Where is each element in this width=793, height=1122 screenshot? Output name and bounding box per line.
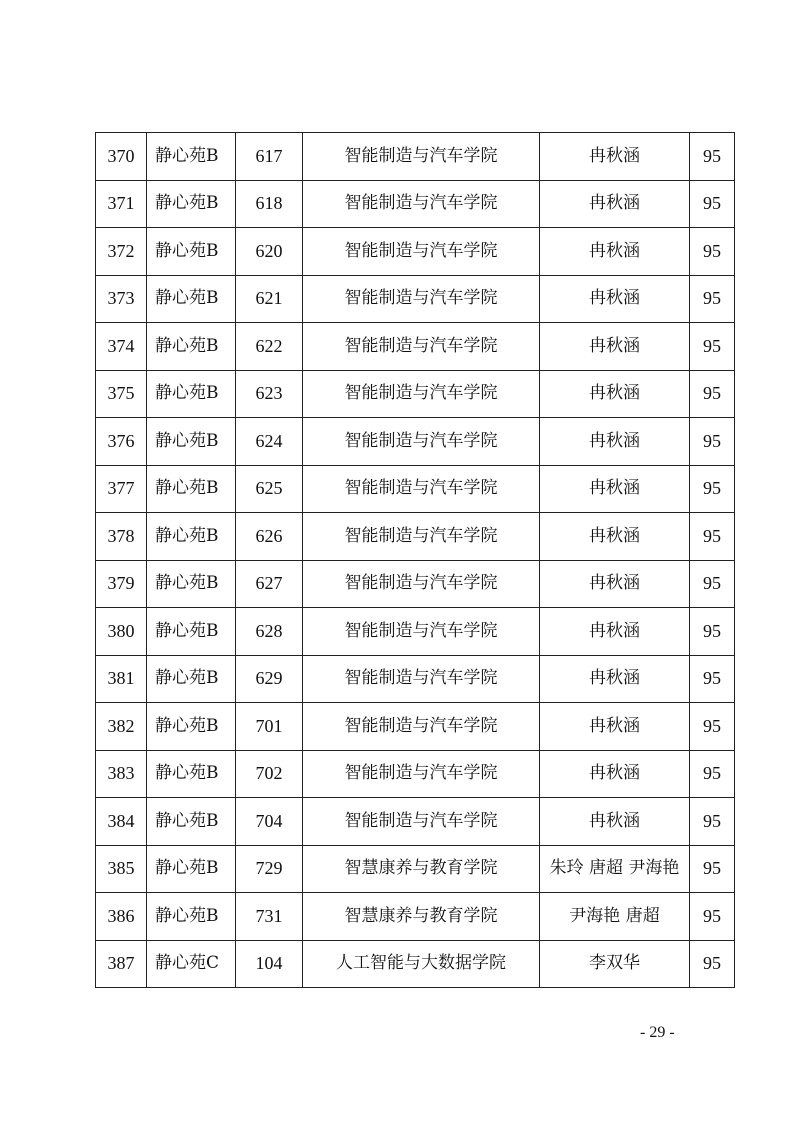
cell-number: 387 xyxy=(96,940,147,988)
cell-building: 静心苑B xyxy=(147,703,236,751)
cell-building: 静心苑B xyxy=(147,608,236,656)
cell-score: 95 xyxy=(690,703,735,751)
cell-number: 381 xyxy=(96,655,147,703)
cell-building: 静心苑C xyxy=(147,940,236,988)
cell-college: 智能制造与汽车学院 xyxy=(303,465,540,513)
cell-number: 382 xyxy=(96,703,147,751)
cell-building: 静心苑B xyxy=(147,465,236,513)
cell-room: 623 xyxy=(236,370,303,418)
cell-room: 701 xyxy=(236,703,303,751)
cell-number: 374 xyxy=(96,323,147,371)
page-number: - 29 - xyxy=(640,1024,675,1041)
cell-score: 95 xyxy=(690,275,735,323)
cell-room: 628 xyxy=(236,608,303,656)
cell-college: 智能制造与汽车学院 xyxy=(303,655,540,703)
cell-building: 静心苑B xyxy=(147,798,236,846)
table-row xyxy=(96,608,735,656)
cell-number: 372 xyxy=(96,228,147,276)
cell-college: 人工智能与大数据学院 xyxy=(303,940,540,988)
cell-score: 95 xyxy=(690,133,735,181)
cell-building: 静心苑B xyxy=(147,370,236,418)
cell-room: 618 xyxy=(236,180,303,228)
cell-room: 621 xyxy=(236,275,303,323)
cell-counselor: 冉秋涵 xyxy=(540,370,690,418)
cell-college: 智能制造与汽车学院 xyxy=(303,323,540,371)
table-row xyxy=(96,370,735,418)
cell-score: 95 xyxy=(690,180,735,228)
cell-college: 智能制造与汽车学院 xyxy=(303,750,540,798)
cell-number: 376 xyxy=(96,418,147,466)
cell-score: 95 xyxy=(690,845,735,893)
table-row xyxy=(96,133,735,181)
cell-room: 702 xyxy=(236,750,303,798)
cell-number: 371 xyxy=(96,180,147,228)
cell-score: 95 xyxy=(690,798,735,846)
cell-counselor: 冉秋涵 xyxy=(540,750,690,798)
cell-counselor: 冉秋涵 xyxy=(540,133,690,181)
cell-building: 静心苑B xyxy=(147,513,236,561)
cell-score: 95 xyxy=(690,608,735,656)
cell-number: 386 xyxy=(96,893,147,941)
cell-number: 375 xyxy=(96,370,147,418)
cell-counselor: 冉秋涵 xyxy=(540,418,690,466)
cell-number: 370 xyxy=(96,133,147,181)
cell-room: 626 xyxy=(236,513,303,561)
table-row xyxy=(96,750,735,798)
cell-score: 95 xyxy=(690,940,735,988)
cell-score: 95 xyxy=(690,750,735,798)
cell-college: 智能制造与汽车学院 xyxy=(303,370,540,418)
cell-counselor: 冉秋涵 xyxy=(540,180,690,228)
cell-college: 智慧康养与教育学院 xyxy=(303,893,540,941)
cell-counselor: 冉秋涵 xyxy=(540,323,690,371)
dormitory-score-table xyxy=(95,132,735,988)
cell-room: 627 xyxy=(236,560,303,608)
cell-building: 静心苑B xyxy=(147,180,236,228)
cell-college: 智能制造与汽车学院 xyxy=(303,608,540,656)
cell-room: 104 xyxy=(236,940,303,988)
table-row xyxy=(96,560,735,608)
table-row xyxy=(96,228,735,276)
cell-counselor: 冉秋涵 xyxy=(540,560,690,608)
cell-college: 智能制造与汽车学院 xyxy=(303,418,540,466)
cell-score: 95 xyxy=(690,893,735,941)
cell-counselor: 冉秋涵 xyxy=(540,798,690,846)
cell-counselor: 冉秋涵 xyxy=(540,655,690,703)
cell-college: 智能制造与汽车学院 xyxy=(303,560,540,608)
cell-room: 624 xyxy=(236,418,303,466)
cell-building: 静心苑B xyxy=(147,750,236,798)
cell-counselor: 冉秋涵 xyxy=(540,228,690,276)
cell-room: 704 xyxy=(236,798,303,846)
cell-number: 384 xyxy=(96,798,147,846)
cell-room: 629 xyxy=(236,655,303,703)
cell-number: 373 xyxy=(96,275,147,323)
cell-college: 智能制造与汽车学院 xyxy=(303,703,540,751)
table-row xyxy=(96,465,735,513)
cell-college: 智能制造与汽车学院 xyxy=(303,275,540,323)
table-row xyxy=(96,703,735,751)
cell-building: 静心苑B xyxy=(147,323,236,371)
table-row xyxy=(96,180,735,228)
cell-college: 智慧康养与教育学院 xyxy=(303,845,540,893)
cell-counselor: 冉秋涵 xyxy=(540,703,690,751)
cell-building: 静心苑B xyxy=(147,893,236,941)
cell-building: 静心苑B xyxy=(147,133,236,181)
table-row xyxy=(96,275,735,323)
cell-number: 380 xyxy=(96,608,147,656)
cell-counselor: 冉秋涵 xyxy=(540,608,690,656)
table-row xyxy=(96,513,735,561)
cell-score: 95 xyxy=(690,228,735,276)
cell-building: 静心苑B xyxy=(147,845,236,893)
table-row xyxy=(96,940,735,988)
cell-score: 95 xyxy=(690,370,735,418)
cell-score: 95 xyxy=(690,560,735,608)
cell-college: 智能制造与汽车学院 xyxy=(303,513,540,561)
cell-counselor: 李双华 xyxy=(540,940,690,988)
cell-building: 静心苑B xyxy=(147,418,236,466)
cell-building: 静心苑B xyxy=(147,275,236,323)
cell-college: 智能制造与汽车学院 xyxy=(303,228,540,276)
cell-number: 385 xyxy=(96,845,147,893)
cell-building: 静心苑B xyxy=(147,228,236,276)
cell-number: 378 xyxy=(96,513,147,561)
cell-number: 377 xyxy=(96,465,147,513)
cell-number: 383 xyxy=(96,750,147,798)
cell-score: 95 xyxy=(690,513,735,561)
table-row xyxy=(96,418,735,466)
table-row xyxy=(96,798,735,846)
cell-room: 622 xyxy=(236,323,303,371)
cell-counselor: 冉秋涵 xyxy=(540,513,690,561)
cell-room: 729 xyxy=(236,845,303,893)
cell-score: 95 xyxy=(690,465,735,513)
cell-building: 静心苑B xyxy=(147,655,236,703)
table-row xyxy=(96,655,735,703)
cell-college: 智能制造与汽车学院 xyxy=(303,133,540,181)
table-row xyxy=(96,893,735,941)
cell-room: 617 xyxy=(236,133,303,181)
table-row xyxy=(96,323,735,371)
cell-room: 620 xyxy=(236,228,303,276)
table-body xyxy=(96,133,735,988)
cell-number: 379 xyxy=(96,560,147,608)
cell-score: 95 xyxy=(690,418,735,466)
table-row xyxy=(96,845,735,893)
cell-counselor: 冉秋涵 xyxy=(540,465,690,513)
cell-room: 625 xyxy=(236,465,303,513)
cell-building: 静心苑B xyxy=(147,560,236,608)
cell-college: 智能制造与汽车学院 xyxy=(303,798,540,846)
cell-score: 95 xyxy=(690,323,735,371)
cell-college: 智能制造与汽车学院 xyxy=(303,180,540,228)
cell-score: 95 xyxy=(690,655,735,703)
cell-counselor: 朱玲 唐超 尹海艳 xyxy=(540,845,690,893)
cell-room: 731 xyxy=(236,893,303,941)
cell-counselor: 冉秋涵 xyxy=(540,275,690,323)
cell-counselor: 尹海艳 唐超 xyxy=(540,893,690,941)
